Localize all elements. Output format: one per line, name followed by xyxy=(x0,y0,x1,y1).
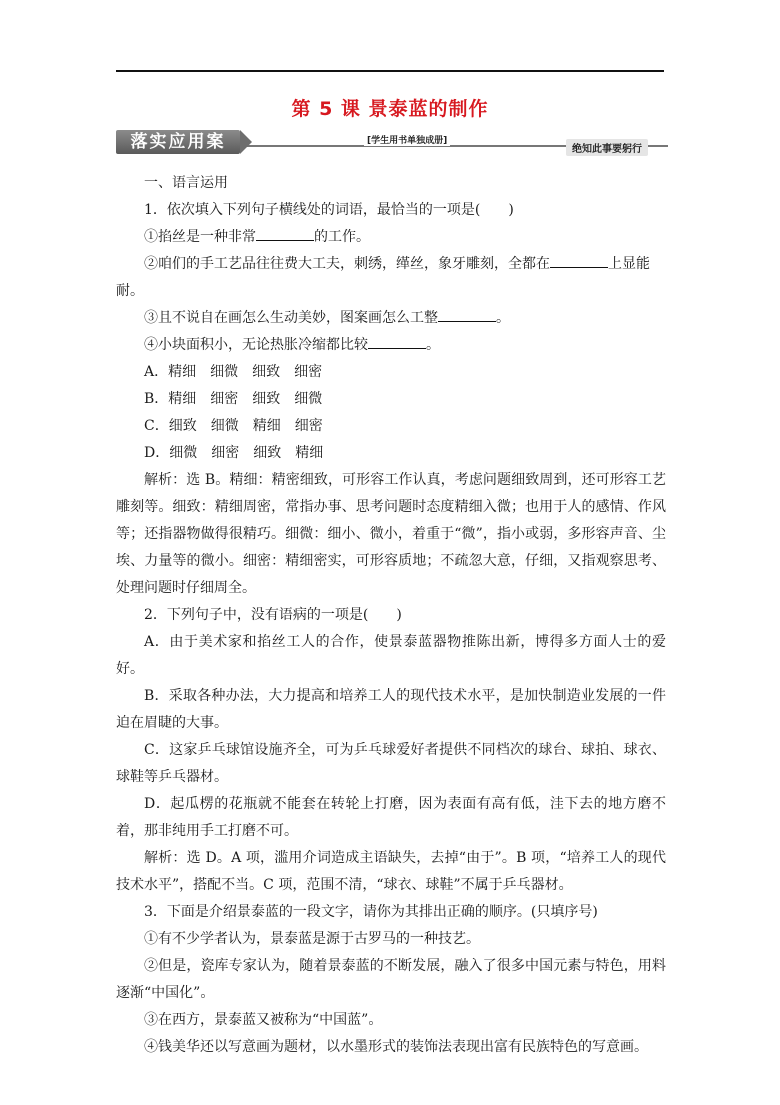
answer-blank xyxy=(438,307,496,322)
q1-option-a: A．精细 细微 细致 细密 xyxy=(144,364,323,380)
q1-sentence-1: ①掐丝是一种非常 的工作。 xyxy=(116,224,666,251)
q3-item-4: ④钱美华还以写意画为题材，以水墨形式的装饰法表现出富有民族特色的写意画。 xyxy=(144,1039,648,1055)
q2-option-a: A．由于美术家和掐丝工人的合作，使景泰蓝器物推陈出新，博得多方面人士的爱好。 xyxy=(116,634,666,677)
q1-sentence-2: ②咱们的手工艺品往往费大工夫，刺绣，缂丝，象牙雕刻，全都在 上显能耐。 xyxy=(116,251,666,305)
question-2-stem: 2．下列句子中，没有语病的一项是( ) xyxy=(144,607,402,623)
banner-side-tag: 绝知此事要躬行 xyxy=(566,139,648,156)
q3-item-1: ①有不少学者认为，景泰蓝是源于古罗马的一种技艺。 xyxy=(144,931,480,947)
lesson-title: 第 5 课 景泰蓝的制作 xyxy=(291,98,489,120)
banner-label: 落实应用案 xyxy=(116,130,240,154)
answer-blank xyxy=(368,334,426,349)
q3-item-3: ③在西方，景泰蓝又被称为“中国蓝”。 xyxy=(144,1012,383,1028)
worksheet-body xyxy=(116,170,666,1061)
answer-blank xyxy=(256,226,314,241)
section-banner xyxy=(116,128,668,158)
q1-option-b: B．精细 细密 细致 细微 xyxy=(144,391,323,407)
top-rule xyxy=(116,70,664,72)
q1-sentence-4: ④小块面积小，无论热胀冷缩都比较 。 xyxy=(116,332,666,359)
q1-option-c: C．细致 细微 精细 细密 xyxy=(144,418,323,434)
q3-item-2: ②但是，瓷库专家认为，随着景泰蓝的不断发展，融入了很多中国元素与特色，用料逐渐“中国化”。 xyxy=(116,958,666,1001)
banner-note: [学生用书单独成册] xyxy=(364,133,450,146)
q1-option-d: D．细微 细密 细致 精细 xyxy=(144,445,324,461)
answer-blank xyxy=(550,253,608,268)
question-1-stem: 1．依次填入下列句子横线处的词语，最恰当的一项是( ) xyxy=(144,202,514,218)
q2-analysis: 解析：选 D。A 项，滥用介词造成主语缺失，去掉“由于”。B 项，“培养工人的现代技术水平”，搭配不当。C 项，范围不清，“球衣、球鞋”不属于乒乓器材。 xyxy=(116,850,666,893)
q2-option-b: B．采取各种办法，大力提高和培养工人的现代技术水平，是加快制造业发展的一件迫在眉睫的大事。 xyxy=(116,688,666,731)
section-heading: 一、语言运用 xyxy=(144,175,228,191)
q2-option-d: D．起瓜楞的花瓶就不能套在转轮上打磨，因为表面有高有低，洼下去的地方磨不着，那非纯用手工打磨不可。 xyxy=(116,796,666,839)
q2-option-c: C．这家乒乓球馆设施齐全，可为乒乓球爱好者提供不同档次的球台、球拍、球衣、球鞋等乒乓器材。 xyxy=(116,742,666,785)
question-3-stem: 3．下面是介绍景泰蓝的一段文字，请你为其排出正确的顺序。(只填序号) xyxy=(144,904,598,920)
q1-analysis: 解析：选 B。精细：精密细致，可形容工作认真，考虑问题细致周到，还可形容工艺雕刻等。细致：精细周密，常指办事、思考问题时态度精细入微；也用于人的感情、作风等；还指器物做得很精巧。细微：细小、微小，着重于“微”，指小或弱，多形容声音、尘埃、力量等的微小。细密：精细密实，可形容质地；不疏忽大意，仔细，又指观察思考、处理问题时仔细周全。 xyxy=(116,472,666,596)
q1-sentence-3: ③且不说自在画怎么生动美妙，图案画怎么工整 。 xyxy=(116,305,666,332)
